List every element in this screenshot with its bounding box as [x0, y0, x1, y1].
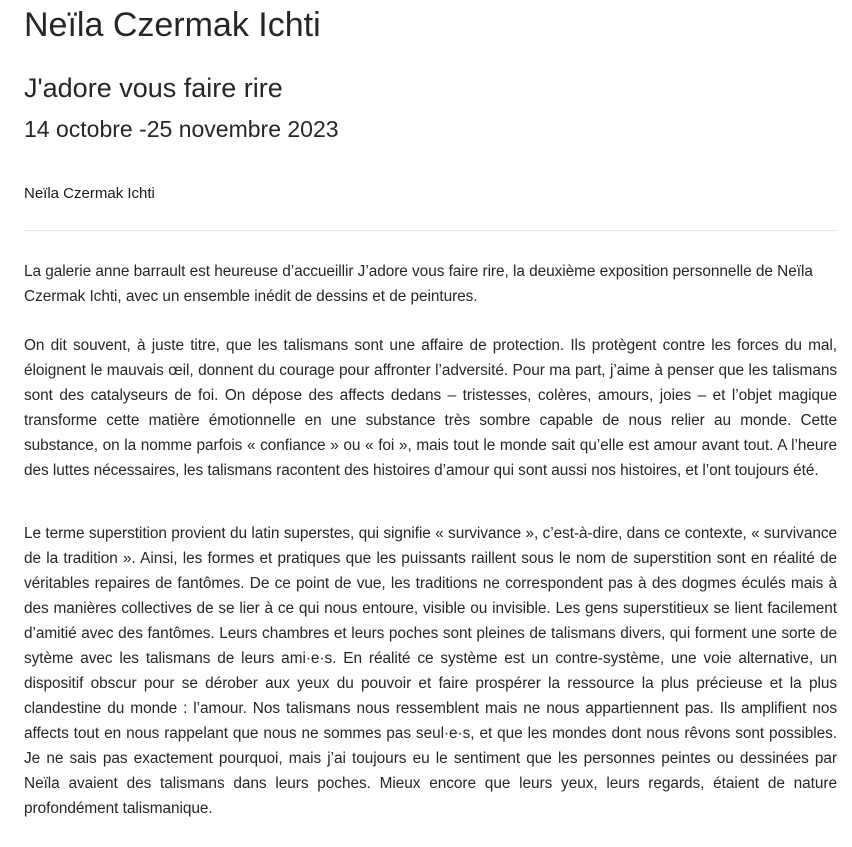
intro-paragraph: La galerie anne barrault est heureuse d’accueillir J’adore vous faire rire, la deuxième exposition personnelle de Neïla Czermak Ichti, avec un ensemble inédit de dessins et de peintures. [24, 263, 813, 305]
artist-credit: Neïla Czermak Ichti [24, 185, 155, 202]
exhibition-title: J'adore vous faire rire [24, 73, 283, 103]
exhibition-dates: 14 octobre -25 novembre 2023 [24, 116, 339, 142]
body-paragraph-talismans: On dit souvent, à juste titre, que les talismans sont une affaire de protection. Ils protègent contre les forces du mal, éloignent le mauvais œil, donnent du courage pour affronter l’adversité. Pour ma part, j’aime à penser que les talismans sont des catalyseurs de foi. On dépose des affects dedans – tristesses, colères, amours, joies – et l’objet magique transforme cette matière émotionnelle en une substance très sombre capable de nous relier au monde. Cette substance, on la nomme parfois « confiance » ou « foi », mais tout le monde sait qu’elle est amour avant tout. A l’heure des luttes nécessaires, les talismans racontent des histoires d’amour qui sont aussi nos histoires, et l’ont toujours été. [24, 337, 837, 479]
section-divider [24, 230, 837, 231]
artist-name-title: Neïla Czermak Ichti [24, 6, 321, 44]
body-paragraph-superstition: Le terme superstition provient du latin superstes, qui signifie « survivance », c’est-à-dire, dans ce contexte, « survivance de la tradition ». Ainsi, les formes et pratiques que les puissants raillent sous le nom de superstition sont en réalité de véritables repaires de fantômes. De ce point de vue, les traditions ne correspondent pas à des dogmes éculés mais à des manières collectives de se lier à ce qui nous entoure, visible ou invisible. Les gens superstitieux se lient facilement d’amitié avec des fantômes. Leurs chambres et leurs poches sont pleines de talismans divers, qui forment une sorte de sytème avec les talismans de leurs ami·e·s. En réalité ce système est un contre-système, une voie alternative, un dispositif obscur pour se dérober aux yeux du pouvoir et faire prospérer la ressource la plus précieuse et la plus clandestine du monde : l’amour. Nos talismans nous ressemblent mais ne nous appartiennent pas. Ils amplifient nos affects tout en nous rappelant que nous ne sommes pas seul·e·s, et que les mondes dont nous rêvons sont possibles. Je ne sais pas exactement pourquoi, mais j’ai toujours eu le sentiment que les personnes peintes ou dessinées par Neïla avaient des talismans dans leurs poches. Mieux encore que leurs yeux, leurs regards, étaient de nature profondément talismanique. [24, 525, 837, 817]
